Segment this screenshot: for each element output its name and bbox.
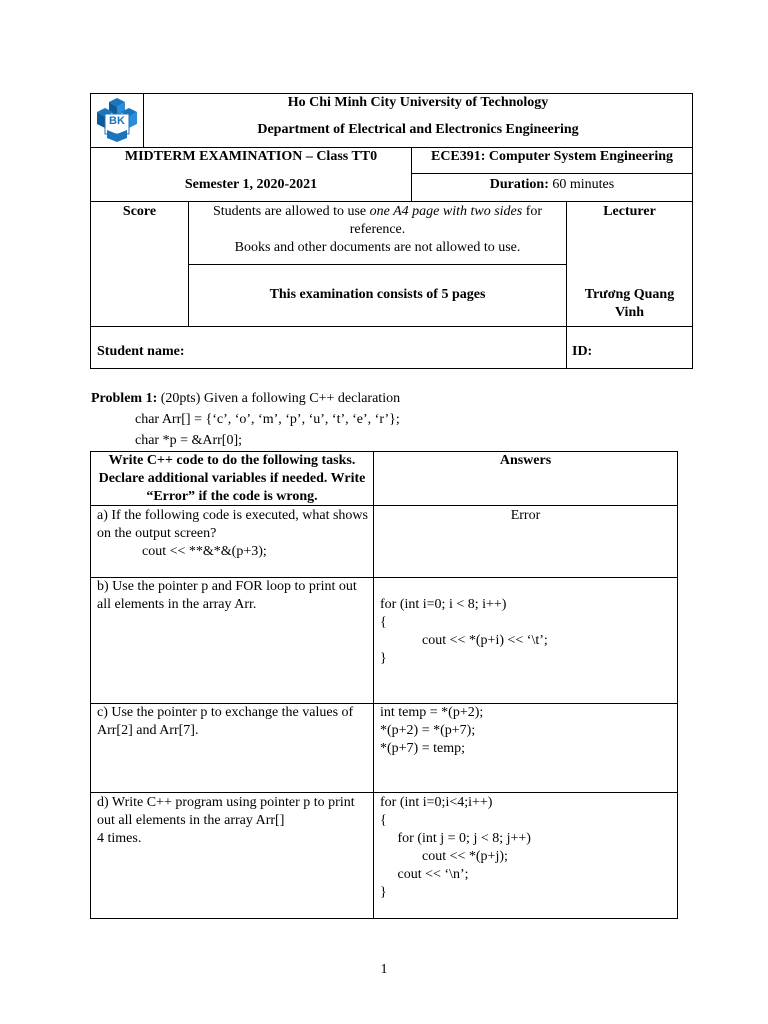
department-name: Department of Electrical and Electronics Engineering xyxy=(257,122,579,137)
duration-value: 60 minutes xyxy=(552,177,615,192)
question-a-code: cout << **&*&(p+3); xyxy=(142,544,267,559)
score-label: Score xyxy=(122,204,157,219)
logo-text: BK xyxy=(109,115,125,127)
university-name: Ho Chi Minh City University of Technology xyxy=(287,95,549,110)
question-c: c) Use the pointer p to exchange the values of Arr[2] and Arr[7]. xyxy=(97,705,354,738)
rules-text-post: for reference. xyxy=(349,204,543,237)
pages-note: This examination consists of 5 pages xyxy=(269,287,486,302)
rules-text-italic: one A4 page with two sides xyxy=(369,204,523,219)
answer-b: for (int i=0; i < 8; i++) { cout << *(p+i) << ‘\t’; } xyxy=(380,597,548,666)
declaration-array: char Arr[] = {‘c’, ‘o’, ‘m’, ‘p’, ‘u’, ‘t’, ‘e’, ‘r’}; xyxy=(135,412,400,427)
exam-rules xyxy=(194,203,561,257)
table-header-tasks: Write C++ code to do the following tasks. Declare additional variables if needed. Write “Error” if the code is wrong. xyxy=(98,453,366,504)
declaration-pointer: char *p = &Arr[0]; xyxy=(135,433,243,448)
rules-text-pre: Students are allowed to use xyxy=(212,204,370,219)
answer-a: Error xyxy=(510,508,541,523)
question-a-text: a) If the following code is executed, what shows on the output screen? xyxy=(97,508,368,541)
lecturer-label: Lecturer xyxy=(603,204,656,219)
university-logo xyxy=(93,96,141,144)
student-name-label: Student name: xyxy=(97,344,185,359)
page-number: 1 xyxy=(380,962,388,977)
question-d: d) Write C++ program using pointer p to print out all elements in the array Arr[] 4 times. xyxy=(97,795,355,846)
answer-d: for (int i=0;i<4;i++) { for (int j = 0; j < 8; j++) cout << *(p+j); cout << ‘\n’; } xyxy=(380,795,531,900)
problem-1-intro: (20pts) Given a following C++ declaration xyxy=(157,391,401,406)
semester: Semester 1, 2020-2021 xyxy=(184,177,318,192)
exam-title: MIDTERM EXAMINATION – Class TT0 xyxy=(124,149,378,164)
duration xyxy=(412,176,692,194)
question-b: b) Use the pointer p and FOR loop to print out all elements in the array Arr. xyxy=(97,579,357,612)
question-a xyxy=(97,507,369,561)
table-header-answers: Answers xyxy=(499,453,552,468)
duration-label: Duration: xyxy=(489,177,549,192)
problem-1-heading xyxy=(91,390,691,408)
lecturer-name: Trương Quang Vinh xyxy=(584,287,675,320)
student-id-label: ID: xyxy=(572,344,593,359)
answer-c: int temp = *(p+2); *(p+2) = *(p+7); *(p+7) = temp; xyxy=(380,705,484,756)
course-name: ECE391: Computer System Engineering xyxy=(430,149,674,164)
rules-line-2: Books and other documents are not allowed to use. xyxy=(234,240,521,255)
problem-1-label: Problem 1: xyxy=(91,391,158,406)
